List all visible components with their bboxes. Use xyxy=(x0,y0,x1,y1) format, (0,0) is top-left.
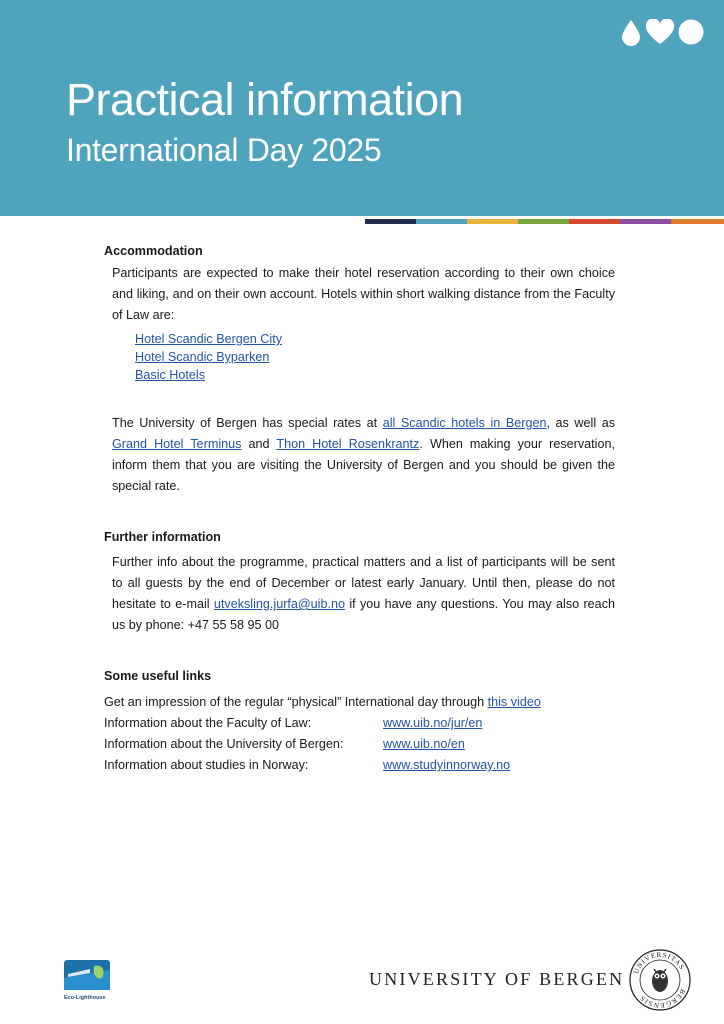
color-stripe-4 xyxy=(518,219,569,224)
color-stripe-2 xyxy=(416,219,467,224)
hotel-link-3[interactable]: Basic Hotels xyxy=(135,368,205,382)
svg-text:BERGENSIS: BERGENSIS xyxy=(638,987,687,1010)
rates-text-1: The University of Bergen has special rates at xyxy=(112,416,383,430)
link-url-faculty[interactable]: www.uib.no/jur/en xyxy=(383,716,483,730)
color-stripe-5 xyxy=(569,219,620,224)
further-text-1: Further info about the programme, practical matters and a list of participants will be sent to all guests by the end of December or latest early January. Until then, please do not hesitate to e-mail xyxy=(112,555,615,611)
grand-hotel-terminus-link[interactable]: Grand Hotel Terminus xyxy=(112,437,242,451)
eco-lighthouse-label: Eco-Lighthouse xyxy=(64,995,106,1001)
owl-seal-icon xyxy=(628,948,692,1012)
brand-icons xyxy=(620,18,704,46)
link-url-university[interactable]: www.uib.no/en xyxy=(383,737,465,751)
link-label-university: Information about the University of Bergen: xyxy=(104,737,344,751)
further-info-heading: Further information xyxy=(104,530,221,544)
email-link[interactable]: utveksling.jurfa@uib.no xyxy=(213,597,345,611)
eco-lighthouse-icon xyxy=(64,960,110,990)
video-link[interactable]: this video xyxy=(487,695,541,709)
link-url-studies[interactable]: www.studyinnorway.no xyxy=(383,758,511,772)
rates-text-2: , as well as xyxy=(546,416,615,430)
rates-text-3: and xyxy=(241,437,277,451)
hotel-link-2[interactable]: Hotel Scandic Byparken xyxy=(135,350,270,364)
accommodation-intro: Participants are expected to make their hotel reservation according to their own choice and liking, and on their own account. Hotels within short walking distance from the Faculty of Law are: xyxy=(112,266,615,322)
page-title: Practical information xyxy=(66,74,464,125)
eco-lighthouse-logo xyxy=(64,960,112,1000)
university-seal xyxy=(628,948,692,1012)
circle-icon xyxy=(678,19,704,45)
scandic-hotels-link[interactable]: all Scandic hotels in Bergen xyxy=(382,416,547,430)
accommodation-heading: Accommodation xyxy=(104,244,203,258)
video-line xyxy=(104,693,541,711)
rates-text-4: . When making your reservation, inform them that you are visiting the University of Bergen and you should be given the special rate. xyxy=(112,437,615,493)
drop-icon xyxy=(620,18,642,46)
further-info-paragraph xyxy=(112,552,615,636)
color-stripe-1 xyxy=(365,219,416,224)
thon-hotel-link[interactable]: Thon Hotel Rosenkrantz xyxy=(276,437,420,451)
hotel-link-1[interactable]: Hotel Scandic Bergen City xyxy=(135,332,282,346)
heart-icon xyxy=(645,19,675,45)
link-label-faculty: Information about the Faculty of Law: xyxy=(104,716,312,730)
page-subtitle: International Day 2025 xyxy=(66,132,382,168)
useful-links-heading: Some useful links xyxy=(104,669,212,683)
special-rates-paragraph xyxy=(112,413,615,497)
color-stripe-3 xyxy=(467,219,518,224)
color-stripe-7 xyxy=(671,219,724,224)
header-banner xyxy=(0,0,724,216)
video-text: Get an impression of the regular “physical” International day through xyxy=(104,695,488,709)
further-text-2: if you have any questions. You may also reach us by phone: +47 55 58 95 00 xyxy=(112,597,615,632)
link-label-studies: Information about studies in Norway: xyxy=(104,758,309,772)
color-stripe-6 xyxy=(620,219,671,224)
svg-text:UNIVERSITAS: UNIVERSITAS xyxy=(631,950,687,975)
university-name: UNIVERSITY OF BERGEN xyxy=(369,969,625,989)
